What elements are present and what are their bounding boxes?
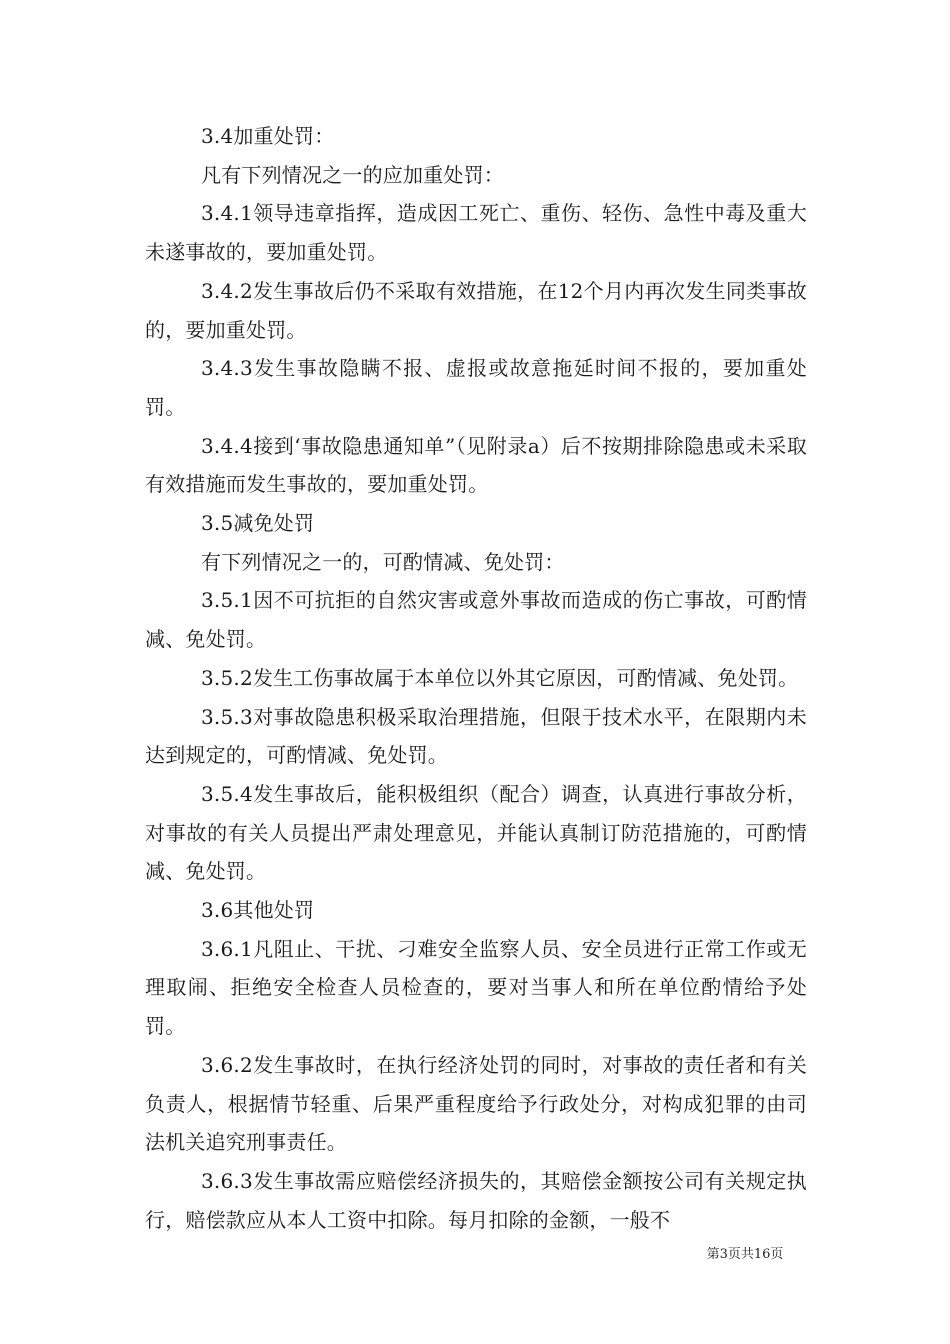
paragraph-3-5-3: 3.5.3对事故隐患积极采取治理措施，但限于技术水平，在限期内未达到规定的，可酌情减、免处罚。 [145, 704, 807, 768]
paragraph-3-4-2: 3.4.2发生事故后仍不采取有效措施，在12个月内再次发生同类事故的，要加重处罚。 [145, 278, 807, 342]
heading-3-6: 3.6其他处罚 [201, 898, 315, 923]
paragraph-3-4-3: 3.4.3发生事故隐瞒不报、虚报或故意拖延时间不报的，要加重处罚。 [145, 356, 807, 419]
paragraph-3-4-4: 3.4.4接到‘事故隐患通知单”（见附录a）后不按期排除隐患或未采取有效措施而发生事故的，要加重处罚。 [145, 433, 807, 497]
paragraph-3-4-intro: 凡有下列情况之一的应加重处罚： [201, 162, 504, 187]
paragraph-3-5-intro: 有下列情况之一的，可酌情减、免处罚： [201, 549, 565, 574]
document-body [145, 117, 807, 1239]
paragraph-3-4-1: 3.4.1领导违章指挥，造成因工死亡、重伤、轻伤、急性中毒及重大未遂事故的，要加重处罚。 [145, 201, 807, 265]
paragraph-3-6-1: 3.6.1凡阻止、干扰、刁难安全监察人员、安全员进行正常工作或无理取闹、拒绝安全检查人员检查的，要对当事人和所在单位酌情给予处罚。 [145, 936, 807, 1039]
heading-3-4: 3.4加重处罚： [201, 124, 335, 148]
heading-3-5: 3.5减免处罚 [201, 511, 315, 536]
paragraph-3-6-3: 3.6.3发生事故需应赔偿经济损失的，其赔偿金额按公司有关规定执行，赔偿款应从本人工资中扣除。每月扣除的金额，一般不 [145, 1168, 807, 1232]
paragraph-3-5-4: 3.5.4发生事故后，能积极组织（配合）调查，认真进行事故分析，对事故的有关人员提出严肃处理意见，并能认真制订防范措施的，可酌情减、免处罚。 [145, 781, 807, 884]
page-number-footer: 第3页共16页 [706, 1247, 784, 1262]
paragraph-3-6-2: 3.6.2发生事故时，在执行经济处罚的同时，对事故的责任者和有关负责人，根据情节轻重、后果严重程度给予行政处分，对构成犯罪的由司法机关追究刑事责任。 [145, 1052, 807, 1155]
paragraph-3-5-2: 3.5.2发生工伤事故属于本单位以外其它原因，可酌情减、免处罚。 [201, 665, 799, 690]
paragraph-3-5-1: 3.5.1因不可抗拒的自然灾害或意外事故而造成的伤亡事故，可酌情减、免处罚。 [145, 588, 807, 652]
